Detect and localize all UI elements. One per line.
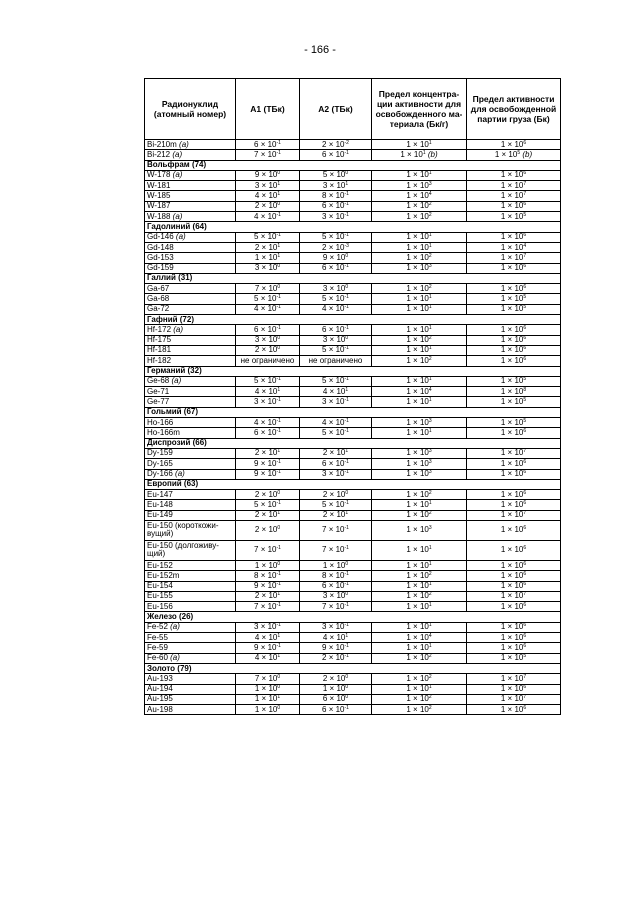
element-group-row xyxy=(145,407,561,417)
activity-limit-cell: $1 \times 10^6$ xyxy=(467,684,561,694)
activity-limit-cell: $1 \times 10^6$ xyxy=(467,345,561,355)
activity-limit-cell: $1 \times 10^6$ xyxy=(467,170,561,180)
activity-limit-cell: $1 \times 10^5$ xyxy=(467,418,561,428)
concentration-limit-cell: $1 \times 10^2$ xyxy=(372,591,467,601)
a1-cell: $1 \times 10^0$ xyxy=(236,560,300,570)
concentration-limit-cell: $1 \times 10^1$ xyxy=(372,622,467,632)
nuclide-cell: Eu-149 xyxy=(145,510,236,520)
activity-limit-cell: $1 \times 10^7$ xyxy=(467,191,561,201)
a2-cell: $6 \times 10^{-1}$ xyxy=(300,581,372,591)
activity-limit-cell: $1 \times 10^6$ xyxy=(467,469,561,479)
activity-limit-cell: $1 \times 10^5$ xyxy=(467,294,561,304)
activity-limit-cell: $1 \times 10^6$ xyxy=(467,581,561,591)
concentration-limit-cell: $1 \times 10^3$ xyxy=(372,418,467,428)
a1-cell: $2 \times 10^1$ xyxy=(236,510,300,520)
concentration-limit-cell: $1 \times 10^2$ xyxy=(372,253,467,263)
a2-cell: $5 \times 10^0$ xyxy=(300,170,372,180)
nuclide-cell: Ga-68 xyxy=(145,294,236,304)
a1-cell: $4 \times 10^1$ xyxy=(236,653,300,663)
a1-cell: не ограничено xyxy=(236,356,300,366)
a2-cell: $2 \times 10^0$ xyxy=(300,490,372,500)
activity-limit-cell: $1 \times 10^6$ xyxy=(467,459,561,469)
table-row xyxy=(145,335,561,345)
a1-cell: $4 \times 10^{-1}$ xyxy=(236,418,300,428)
activity-limit-cell: $1 \times 10^6$ xyxy=(467,705,561,715)
a2-cell: $5 \times 10^{-1}$ xyxy=(300,376,372,386)
table-row xyxy=(145,284,561,294)
nuclide-cell: Au-198 xyxy=(145,705,236,715)
a1-cell: $3 \times 10^{-1}$ xyxy=(236,397,300,407)
activity-limit-cell: $1 \times 10^7$ xyxy=(467,448,561,458)
activity-limit-cell: $1 \times 10^6$ xyxy=(467,643,561,653)
nuclide-cell: Ge-71 xyxy=(145,387,236,397)
table-row xyxy=(145,294,561,304)
concentration-limit-cell: $1 \times 10^1$ xyxy=(372,376,467,386)
a2-cell: $7 \times 10^{-1}$ xyxy=(300,520,372,540)
activity-limit-cell: $1 \times 10^5$ (b) xyxy=(467,150,561,160)
table-row xyxy=(145,694,561,704)
nuclide-cell: Bi-212 (a) xyxy=(145,150,236,160)
table-row xyxy=(145,705,561,715)
table-row xyxy=(145,674,561,684)
a1-cell: $4 \times 10^{-1}$ xyxy=(236,304,300,314)
concentration-limit-cell: $1 \times 10^2$ xyxy=(372,212,467,222)
element-group-row xyxy=(145,479,561,489)
activity-limit-cell: $1 \times 10^8$ xyxy=(467,387,561,397)
element-group-row xyxy=(145,612,561,622)
a1-cell: $2 \times 10^0$ xyxy=(236,345,300,355)
activity-limit-cell: $1 \times 10^6$ xyxy=(467,428,561,438)
table-row xyxy=(145,428,561,438)
a2-cell: $6 \times 10^{-1}$ xyxy=(300,705,372,715)
activity-limit-cell: $1 \times 10^5$ xyxy=(467,376,561,386)
a2-cell: $2 \times 10^{-3}$ xyxy=(300,242,372,252)
a2-cell: $5 \times 10^{-1}$ xyxy=(300,500,372,510)
activity-limit-cell: $1 \times 10^7$ xyxy=(467,591,561,601)
a1-cell: $3 \times 10^{-1}$ xyxy=(236,622,300,632)
table-row xyxy=(145,376,561,386)
a1-cell: $5 \times 10^{-1}$ xyxy=(236,376,300,386)
a2-cell: $4 \times 10^1$ xyxy=(300,387,372,397)
a2-cell: $9 \times 10^0$ xyxy=(300,253,372,263)
table-row xyxy=(145,540,561,560)
element-group-label: Гольмий (67) xyxy=(145,407,561,417)
a1-cell: $4 \times 10^1$ xyxy=(236,633,300,643)
table-row xyxy=(145,397,561,407)
nuclide-cell: Hf-182 xyxy=(145,356,236,366)
a2-cell: $3 \times 10^0$ xyxy=(300,591,372,601)
element-group-row xyxy=(145,273,561,283)
concentration-limit-cell: $1 \times 10^1$ xyxy=(372,684,467,694)
nuclide-cell: Fe-60 (a) xyxy=(145,653,236,663)
activity-limit-cell: $1 \times 10^6$ xyxy=(467,633,561,643)
table-body xyxy=(145,140,561,715)
concentration-limit-cell: $1 \times 10^3$ xyxy=(372,520,467,540)
nuclide-cell: W-185 xyxy=(145,191,236,201)
a1-cell: $2 \times 10^1$ xyxy=(236,591,300,601)
nuclide-cell: Gd-153 xyxy=(145,253,236,263)
a2-cell: $3 \times 10^0$ xyxy=(300,335,372,345)
nuclide-cell: Dy-166 (a) xyxy=(145,469,236,479)
table-row xyxy=(145,325,561,335)
nuclide-cell: Fe-55 xyxy=(145,633,236,643)
element-group-label: Железо (26) xyxy=(145,612,561,622)
activity-limit-cell: $1 \times 10^6$ xyxy=(467,325,561,335)
table-row xyxy=(145,140,561,150)
concentration-limit-cell: $1 \times 10^2$ xyxy=(372,284,467,294)
activity-limit-cell: $1 \times 10^5$ xyxy=(467,653,561,663)
a2-cell: $3 \times 10^0$ xyxy=(300,284,372,294)
a1-cell: $1 \times 10^0$ xyxy=(236,705,300,715)
table-row xyxy=(145,212,561,222)
a1-cell: $5 \times 10^{-1}$ xyxy=(236,500,300,510)
concentration-limit-cell: $1 \times 10^4$ xyxy=(372,633,467,643)
nuclide-cell: Eu-150 (короткожи-вущий) xyxy=(145,520,236,540)
a2-cell: $8 \times 10^{-1}$ xyxy=(300,191,372,201)
concentration-limit-cell: $1 \times 10^2$ xyxy=(372,510,467,520)
element-group-label: Вольфрам (74) xyxy=(145,160,561,170)
activity-limit-cell: $1 \times 10^7$ xyxy=(467,181,561,191)
a1-cell: $3 \times 10^0$ xyxy=(236,335,300,345)
table-row xyxy=(145,510,561,520)
a1-cell: $9 \times 10^{-1}$ xyxy=(236,581,300,591)
a2-cell: $9 \times 10^{-1}$ xyxy=(300,643,372,653)
a1-cell: $7 \times 10^{-1}$ xyxy=(236,150,300,160)
concentration-limit-cell: $1 \times 10^1$ xyxy=(372,325,467,335)
nuclide-cell: Bi-210m (a) xyxy=(145,140,236,150)
a2-cell: $6 \times 10^{-1}$ xyxy=(300,263,372,273)
table-row xyxy=(145,633,561,643)
nuclide-cell: Ho-166 xyxy=(145,418,236,428)
table-row xyxy=(145,253,561,263)
header-nuclide: Радионуклид (атомный номер) xyxy=(145,79,236,140)
a2-cell: $5 \times 10^{-1}$ xyxy=(300,294,372,304)
a2-cell: $4 \times 10^1$ xyxy=(300,633,372,643)
a2-cell: не ограничено xyxy=(300,356,372,366)
concentration-limit-cell: $1 \times 10^1$ xyxy=(372,304,467,314)
a2-cell: $3 \times 10^{-1}$ xyxy=(300,469,372,479)
concentration-limit-cell: $1 \times 10^1$ xyxy=(372,170,467,180)
table-row xyxy=(145,181,561,191)
concentration-limit-cell: $1 \times 10^1$ xyxy=(372,232,467,242)
activity-limit-cell: $1 \times 10^5$ xyxy=(467,212,561,222)
element-group-row xyxy=(145,663,561,673)
nuclide-cell: Eu-150 (долгоживу-щий) xyxy=(145,540,236,560)
table-row xyxy=(145,653,561,663)
table-row xyxy=(145,520,561,540)
a1-cell: $4 \times 10^1$ xyxy=(236,191,300,201)
table-header xyxy=(145,79,561,140)
a1-cell: $3 \times 10^0$ xyxy=(236,263,300,273)
activity-limit-cell: $1 \times 10^7$ xyxy=(467,674,561,684)
a2-cell: $1 \times 10^0$ xyxy=(300,560,372,570)
a1-cell: $8 \times 10^{-1}$ xyxy=(236,571,300,581)
concentration-limit-cell: $1 \times 10^1$ xyxy=(372,345,467,355)
a1-cell: $9 \times 10^{-1}$ xyxy=(236,459,300,469)
concentration-limit-cell: $1 \times 10^1$ xyxy=(372,602,467,612)
a2-cell: $7 \times 10^{-1}$ xyxy=(300,540,372,560)
element-group-label: Диспрозий (66) xyxy=(145,438,561,448)
a2-cell: $2 \times 10^{-1}$ xyxy=(300,653,372,663)
nuclide-cell: Hf-181 xyxy=(145,345,236,355)
a2-cell: $6 \times 10^{-1}$ xyxy=(300,459,372,469)
a1-cell: $6 \times 10^{-1}$ xyxy=(236,325,300,335)
a2-cell: $4 \times 10^{-1}$ xyxy=(300,304,372,314)
a1-cell: $9 \times 10^{-1}$ xyxy=(236,643,300,653)
activity-limit-cell: $1 \times 10^7$ xyxy=(467,510,561,520)
a1-cell: $2 \times 10^1$ xyxy=(236,448,300,458)
nuclide-cell: Eu-152m xyxy=(145,571,236,581)
activity-limit-cell: $1 \times 10^6$ xyxy=(467,490,561,500)
nuclide-cell: Dy-159 xyxy=(145,448,236,458)
element-group-row xyxy=(145,315,561,325)
header-a2: A2 (ТБк) xyxy=(300,79,372,140)
table-row xyxy=(145,356,561,366)
a2-cell: $2 \times 10^0$ xyxy=(300,674,372,684)
table-row xyxy=(145,232,561,242)
activity-limit-cell: $1 \times 10^5$ xyxy=(467,304,561,314)
a2-cell: $3 \times 10^{-1}$ xyxy=(300,212,372,222)
a2-cell: $3 \times 10^{-1}$ xyxy=(300,397,372,407)
a2-cell: $2 \times 10^1$ xyxy=(300,510,372,520)
a1-cell: $6 \times 10^{-1}$ xyxy=(236,140,300,150)
table-row xyxy=(145,304,561,314)
activity-limit-cell: $1 \times 10^7$ xyxy=(467,253,561,263)
activity-limit-cell: $1 \times 10^6$ xyxy=(467,602,561,612)
a2-cell: $5 \times 10^{-1}$ xyxy=(300,428,372,438)
nuclide-cell: Eu-155 xyxy=(145,591,236,601)
nuclide-cell: Ho-166m xyxy=(145,428,236,438)
nuclide-cell: W-178 (a) xyxy=(145,170,236,180)
concentration-limit-cell: $1 \times 10^1$ xyxy=(372,397,467,407)
concentration-limit-cell: $1 \times 10^2$ xyxy=(372,653,467,663)
a2-cell: $7 \times 10^{-1}$ xyxy=(300,602,372,612)
nuclide-cell: Fe-59 xyxy=(145,643,236,653)
activity-limit-cell: $1 \times 10^6$ xyxy=(467,560,561,570)
nuclide-cell: Ge-77 xyxy=(145,397,236,407)
a1-cell: $6 \times 10^{-1}$ xyxy=(236,428,300,438)
table-row xyxy=(145,242,561,252)
table-row xyxy=(145,150,561,160)
nuclide-cell: Fe-52 (a) xyxy=(145,622,236,632)
table-row xyxy=(145,469,561,479)
concentration-limit-cell: $1 \times 10^1$ xyxy=(372,540,467,560)
nuclide-cell: Au-193 xyxy=(145,674,236,684)
table-row xyxy=(145,560,561,570)
concentration-limit-cell: $1 \times 10^2$ xyxy=(372,201,467,211)
element-group-label: Гадолиний (64) xyxy=(145,222,561,232)
radionuclide-table xyxy=(144,78,561,715)
concentration-limit-cell: $1 \times 10^3$ xyxy=(372,469,467,479)
concentration-limit-cell: $1 \times 10^3$ xyxy=(372,459,467,469)
activity-limit-cell: $1 \times 10^6$ xyxy=(467,356,561,366)
a2-cell: $3 \times 10^{-1}$ xyxy=(300,622,372,632)
table-row xyxy=(145,201,561,211)
page-number: - 166 - xyxy=(304,44,336,56)
element-group-label: Германий (32) xyxy=(145,366,561,376)
table-row xyxy=(145,571,561,581)
concentration-limit-cell: $1 \times 10^1$ xyxy=(372,428,467,438)
table-row xyxy=(145,387,561,397)
element-group-label: Золото (79) xyxy=(145,663,561,673)
nuclide-cell: Hf-175 xyxy=(145,335,236,345)
activity-limit-cell: $1 \times 10^6$ xyxy=(467,263,561,273)
activity-limit-cell: $1 \times 10^4$ xyxy=(467,242,561,252)
a1-cell: $1 \times 10^1$ xyxy=(236,253,300,263)
activity-limit-cell: $1 \times 10^6$ xyxy=(467,540,561,560)
concentration-limit-cell: $1 \times 10^2$ xyxy=(372,694,467,704)
a1-cell: $2 \times 10^0$ xyxy=(236,490,300,500)
concentration-limit-cell: $1 \times 10^2$ xyxy=(372,356,467,366)
a1-cell: $2 \times 10^1$ xyxy=(236,242,300,252)
concentration-limit-cell: $1 \times 10^1$ xyxy=(372,643,467,653)
activity-limit-cell: $1 \times 10^6$ xyxy=(467,201,561,211)
activity-limit-cell: $1 \times 10^6$ xyxy=(467,520,561,540)
table-row xyxy=(145,490,561,500)
a2-cell: $1 \times 10^0$ xyxy=(300,684,372,694)
concentration-limit-cell: $1 \times 10^4$ xyxy=(372,387,467,397)
table-row xyxy=(145,581,561,591)
table-row xyxy=(145,459,561,469)
concentration-limit-cell: $1 \times 10^2$ xyxy=(372,335,467,345)
nuclide-cell: Ga-72 xyxy=(145,304,236,314)
element-group-label: Гафний (72) xyxy=(145,315,561,325)
table-row xyxy=(145,448,561,458)
table-row xyxy=(145,170,561,180)
activity-limit-cell: $1 \times 10^6$ xyxy=(467,500,561,510)
nuclide-cell: Gd-148 xyxy=(145,242,236,252)
concentration-limit-cell: $1 \times 10^3$ xyxy=(372,448,467,458)
header-concentration-limit: Предел концентра-ции активности для освобожденного ма-териала (Бк/г) xyxy=(372,79,467,140)
nuclide-cell: Au-195 xyxy=(145,694,236,704)
table-row xyxy=(145,500,561,510)
nuclide-cell: Ga-67 xyxy=(145,284,236,294)
a1-cell: $4 \times 10^1$ xyxy=(236,387,300,397)
concentration-limit-cell: $1 \times 10^1$ xyxy=(372,294,467,304)
concentration-limit-cell: $1 \times 10^2$ xyxy=(372,571,467,581)
concentration-limit-cell: $1 \times 10^1$ xyxy=(372,500,467,510)
element-group-row xyxy=(145,160,561,170)
header-activity-limit: Предел активности для освобожденной партии груза (Бк) xyxy=(467,79,561,140)
table-row xyxy=(145,643,561,653)
table-row xyxy=(145,345,561,355)
a2-cell: $3 \times 10^1$ xyxy=(300,181,372,191)
nuclide-cell: Eu-154 xyxy=(145,581,236,591)
nuclide-cell: Eu-156 xyxy=(145,602,236,612)
element-group-label: Европий (63) xyxy=(145,479,561,489)
table-row xyxy=(145,418,561,428)
a2-cell: $8 \times 10^{-1}$ xyxy=(300,571,372,581)
table-row xyxy=(145,591,561,601)
a2-cell: $6 \times 10^{-1}$ xyxy=(300,150,372,160)
a1-cell: $2 \times 10^0$ xyxy=(236,520,300,540)
a2-cell: $6 \times 10^{-1}$ xyxy=(300,325,372,335)
element-group-row xyxy=(145,222,561,232)
a1-cell: $7 \times 10^{-1}$ xyxy=(236,602,300,612)
a1-cell: $9 \times 10^{-1}$ xyxy=(236,469,300,479)
concentration-limit-cell: $1 \times 10^3$ xyxy=(372,181,467,191)
concentration-limit-cell: $1 \times 10^2$ xyxy=(372,490,467,500)
a1-cell: $7 \times 10^0$ xyxy=(236,284,300,294)
table-row xyxy=(145,602,561,612)
nuclide-cell: Eu-152 xyxy=(145,560,236,570)
nuclide-cell: W-187 xyxy=(145,201,236,211)
a1-cell: $7 \times 10^0$ xyxy=(236,674,300,684)
concentration-limit-cell: $1 \times 10^4$ xyxy=(372,191,467,201)
nuclide-cell: Au-194 xyxy=(145,684,236,694)
a1-cell: $3 \times 10^1$ xyxy=(236,181,300,191)
element-group-row xyxy=(145,366,561,376)
a1-cell: $1 \times 10^0$ xyxy=(236,684,300,694)
a1-cell: $4 \times 10^{-1}$ xyxy=(236,212,300,222)
nuclide-cell: W-181 xyxy=(145,181,236,191)
concentration-limit-cell: $1 \times 10^3$ xyxy=(372,263,467,273)
activity-limit-cell: $1 \times 10^6$ xyxy=(467,284,561,294)
nuclide-cell: Hf-172 (a) xyxy=(145,325,236,335)
a1-cell: $7 \times 10^{-1}$ xyxy=(236,540,300,560)
activity-limit-cell: $1 \times 10^6$ xyxy=(467,622,561,632)
nuclide-cell: Eu-148 xyxy=(145,500,236,510)
concentration-limit-cell: $1 \times 10^2$ xyxy=(372,674,467,684)
concentration-limit-cell: $1 \times 10^1$ xyxy=(372,581,467,591)
a2-cell: $2 \times 10^1$ xyxy=(300,448,372,458)
a1-cell: $2 \times 10^0$ xyxy=(236,201,300,211)
activity-limit-cell: $1 \times 10^6$ xyxy=(467,232,561,242)
activity-limit-cell: $1 \times 10^7$ xyxy=(467,694,561,704)
nuclide-cell: Ge-68 (a) xyxy=(145,376,236,386)
header-a1: A1 (ТБк) xyxy=(236,79,300,140)
nuclide-cell: Dy-165 xyxy=(145,459,236,469)
concentration-limit-cell: $1 \times 10^1$ xyxy=(372,242,467,252)
a2-cell: $6 \times 10^{-1}$ xyxy=(300,201,372,211)
element-group-label: Галлий (31) xyxy=(145,273,561,283)
a2-cell: $5 \times 10^{-1}$ xyxy=(300,232,372,242)
a1-cell: $5 \times 10^{-1}$ xyxy=(236,232,300,242)
concentration-limit-cell: $1 \times 10^1$ xyxy=(372,140,467,150)
concentration-limit-cell: $1 \times 10^2$ xyxy=(372,705,467,715)
element-group-row xyxy=(145,438,561,448)
nuclide-cell: Eu-147 xyxy=(145,490,236,500)
a2-cell: $2 \times 10^{-2}$ xyxy=(300,140,372,150)
table-row xyxy=(145,263,561,273)
activity-limit-cell: $1 \times 10^6$ xyxy=(467,335,561,345)
a1-cell: $9 \times 10^0$ xyxy=(236,170,300,180)
table-row xyxy=(145,191,561,201)
nuclide-cell: Gd-159 xyxy=(145,263,236,273)
a2-cell: $6 \times 10^0$ xyxy=(300,694,372,704)
concentration-limit-cell: $1 \times 10^1$ (b) xyxy=(372,150,467,160)
concentration-limit-cell: $1 \times 10^1$ xyxy=(372,560,467,570)
nuclide-cell: W-188 (a) xyxy=(145,212,236,222)
a2-cell: $4 \times 10^{-1}$ xyxy=(300,418,372,428)
table-row xyxy=(145,622,561,632)
nuclide-cell: Gd-146 (a) xyxy=(145,232,236,242)
a2-cell: $5 \times 10^{-1}$ xyxy=(300,345,372,355)
activity-limit-cell: $1 \times 10^6$ xyxy=(467,140,561,150)
a1-cell: $5 \times 10^{-1}$ xyxy=(236,294,300,304)
a1-cell: $1 \times 10^1$ xyxy=(236,694,300,704)
activity-limit-cell: $1 \times 10^6$ xyxy=(467,571,561,581)
table-row xyxy=(145,684,561,694)
activity-limit-cell: $1 \times 10^5$ xyxy=(467,397,561,407)
